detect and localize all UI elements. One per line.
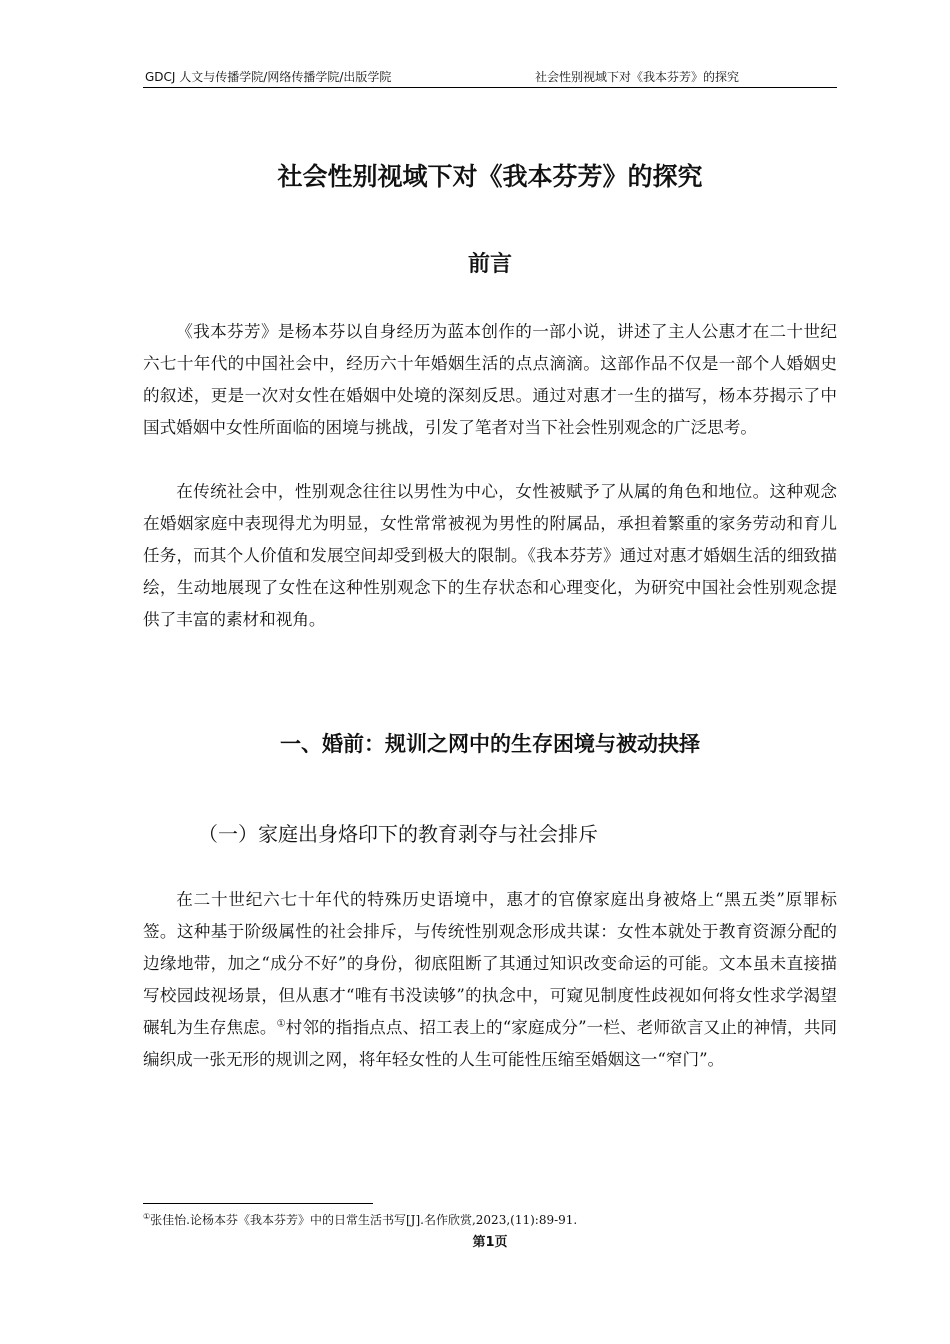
preface-heading: 前言: [467, 252, 512, 277]
footnote-text: 张佳怡.论杨本芬《我本芬芳》中的日常生活书写[J].名作欣赏,2023,(11):89-91.: [150, 1213, 578, 1227]
subsection-1-paragraph: [143, 884, 837, 1076]
page-header: [143, 69, 837, 88]
header-left-text: GDCJ 人文与传播学院/网络传播学院/出版学院: [145, 70, 392, 84]
paragraph-text-after-ref: 村邻的指指点点、招工表上的“家庭成分”一栏、老师欲言又止的神情，共同编织成一张无形的规训之网，将年轻女性的人生可能性压缩至婚姻这一“窄门”。: [143, 1018, 838, 1069]
subsection-1-heading: （一）家庭出身烙印下的教育剥夺与社会排斥: [198, 822, 598, 846]
page-number: 第1页: [472, 1235, 508, 1250]
preface-paragraph-2: 在传统社会中，性别观念往往以男性为中心，女性被赋予了从属的角色和地位。这种观念在婚姻家庭中表现得尤为明显，女性常常被视为男性的附属品，承担着繁重的家务劳动和育儿任务，而其个人价值和发展空间却受到极大的限制。《我本芬芳》通过对惠才婚姻生活的细致描绘，生动地展现了女性在这种性别观念下的生存状态和心理变化，为研究中国社会性别观念提供了丰富的素材和视角。: [143, 482, 837, 629]
footnote-divider: [143, 1203, 373, 1204]
paragraph-text-before-ref: 在二十世纪六七十年代的特殊历史语境中，惠才的官僚家庭出身被烙上“黑五类”原罪标签。这种基于阶级属性的社会排斥，与传统性别观念形成共谋：女性本就处于教育资源分配的边缘地带，加之“成分不好”的身份，彻底阻断了其通过知识改变命运的可能。文本虽未直接描写校园歧视场景，但从惠才“唯有书没读够”的执念中，可窥见制度性歧视如何将女性求学渴望碾轧为生存焦虑。: [143, 890, 837, 1037]
preface-paragraph-1: 《我本芬芳》是杨本芬以自身经历为蓝本创作的一部小说，讲述了主人公惠才在二十世纪六七十年代的中国社会中，经历六十年婚姻生活的点点滴滴。这部作品不仅是一部个人婚姻史的叙述，更是一次对女性在婚姻中处境的深刻反思。通过对惠才一生的描写，杨本芬揭示了中国式婚姻中女性所面临的困境与挑战，引发了笔者对当下社会性别观念的广泛思考。: [143, 322, 837, 437]
footnote-mark: ①: [143, 1212, 151, 1221]
footnote: [143, 1212, 577, 1228]
footnote-reference-mark[interactable]: ①: [276, 1018, 286, 1030]
header-right-text: 社会性别视域下对《我本芬芳》的探究: [535, 70, 740, 84]
section-1-heading: 一、婚前：规训之网中的生存困境与被动抉择: [280, 732, 700, 756]
paper-title: 社会性别视域下对《我本芬芳》的探究: [277, 162, 703, 191]
